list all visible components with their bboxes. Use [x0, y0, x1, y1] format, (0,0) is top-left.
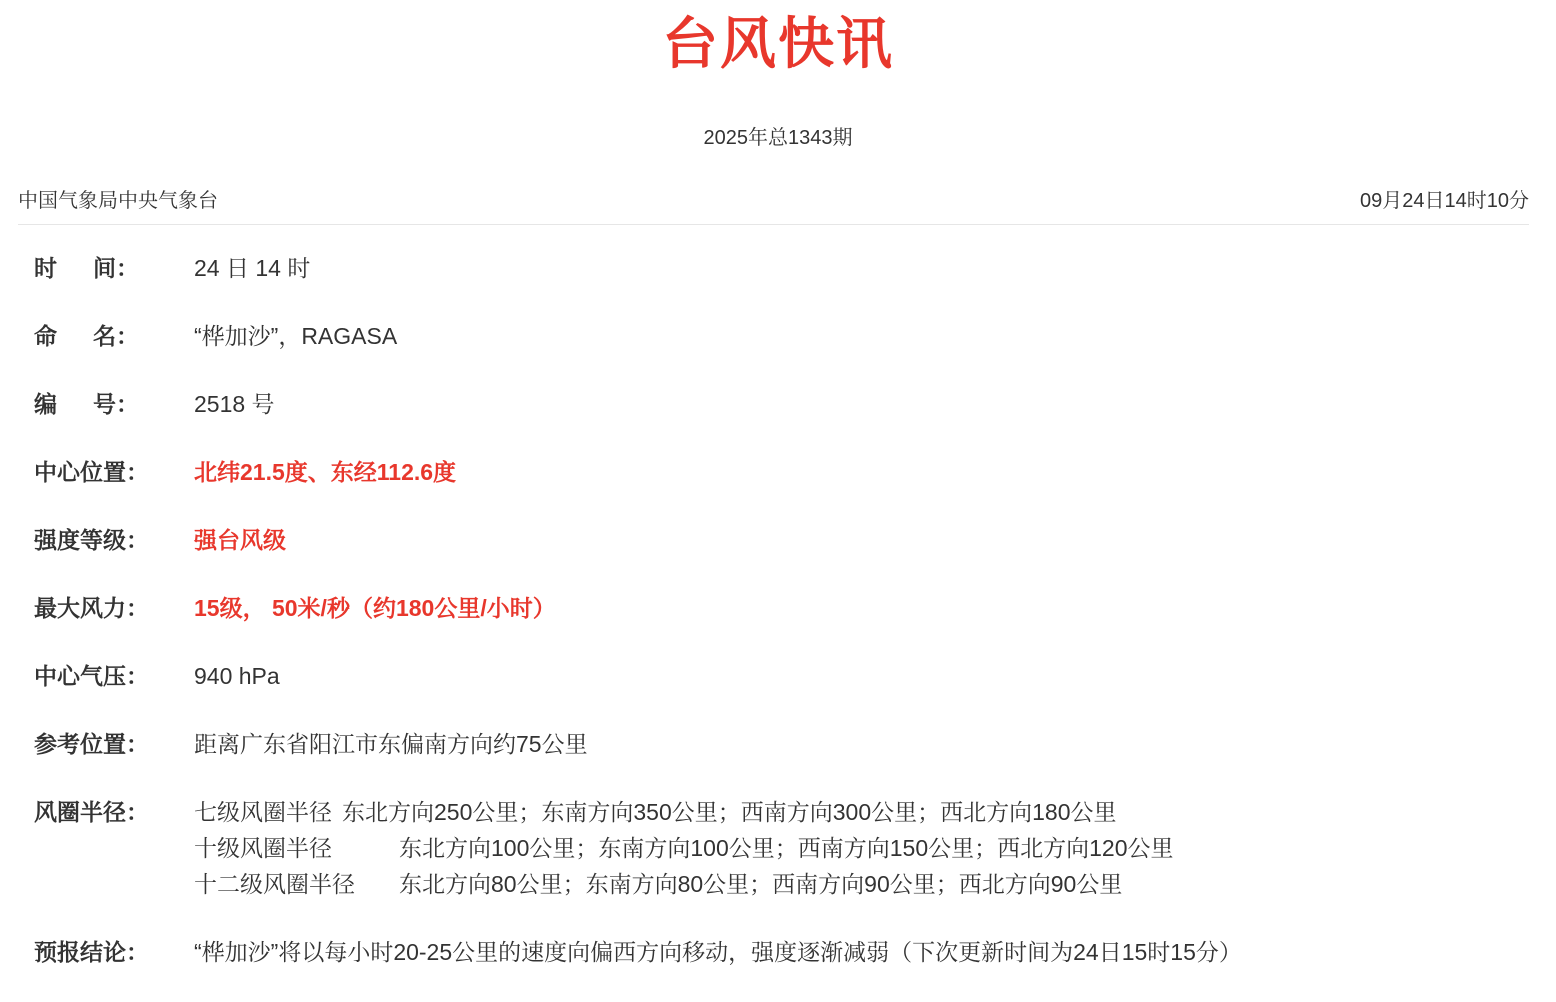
publish-datetime: 09月24日14时10分 — [1360, 190, 1529, 212]
field-label: 中心位置： — [34, 459, 149, 485]
field-center-position — [34, 454, 1524, 522]
field-pressure — [34, 658, 1524, 726]
field-name — [34, 318, 1524, 386]
field-value-pressure: 940 hPa — [194, 663, 280, 689]
field-value-reference-position: 距离广东省阳江市东偏南方向约75公里 — [194, 731, 588, 757]
field-label: 风圈半径： — [34, 799, 149, 825]
field-reference-position — [34, 726, 1524, 794]
field-value-number: 2518 号 — [194, 391, 275, 417]
field-label: 强度等级： — [34, 527, 149, 553]
field-wind-radius — [34, 794, 1524, 934]
field-label: 预报结论： — [34, 939, 149, 965]
field-value-forecast: “桦加沙”将以每小时20-25公里的速度向偏西方向移动，强度逐渐减弱（下次更新时间为24日15时15分） — [194, 939, 1242, 965]
typhoon-info-fields — [34, 250, 1524, 1002]
page-title: 台风快讯 — [662, 12, 894, 75]
field-forecast — [34, 934, 1524, 1002]
field-number — [34, 386, 1524, 454]
field-value-max-wind: 15级， 50米/秒（约180公里/小时） — [194, 595, 556, 621]
field-label: 命 名： — [34, 323, 139, 349]
field-label: 编 号： — [34, 391, 139, 417]
field-label: 参考位置： — [34, 731, 149, 757]
wind-radius-line-7: 七级风圈半径 东北方向250公里；东南方向350公里；西南方向300公里；西北方向180公里 — [194, 799, 1117, 825]
field-max-wind — [34, 590, 1524, 658]
field-value-wind-radius — [194, 794, 1174, 902]
issue-number: 2025年总1343期 — [703, 127, 853, 149]
wind-radius-line-12: 十二级风圈半径 东北方向80公里；东南方向80公里；西南方向90公里；西北方向90公里 — [194, 871, 1123, 897]
wind-radius-line-10: 十级风圈半径 东北方向100公里；东南方向100公里；西南方向150公里；西北方向120公里 — [194, 835, 1174, 861]
source-agency: 中国气象局中央气象台 — [18, 190, 218, 212]
field-value-intensity: 强台风级 — [194, 527, 286, 553]
field-intensity — [34, 522, 1524, 590]
field-label: 最大风力： — [34, 595, 149, 621]
field-label: 中心气压： — [34, 663, 149, 689]
meta-bar — [18, 186, 1529, 225]
field-label: 时 间： — [34, 255, 139, 281]
field-value-time: 24 日 14 时 — [194, 255, 311, 281]
field-value-center-position: 北纬21.5度、东经112.6度 — [194, 459, 457, 485]
field-value-name: “桦加沙”，RAGASA — [194, 323, 398, 349]
field-time — [34, 250, 1524, 318]
